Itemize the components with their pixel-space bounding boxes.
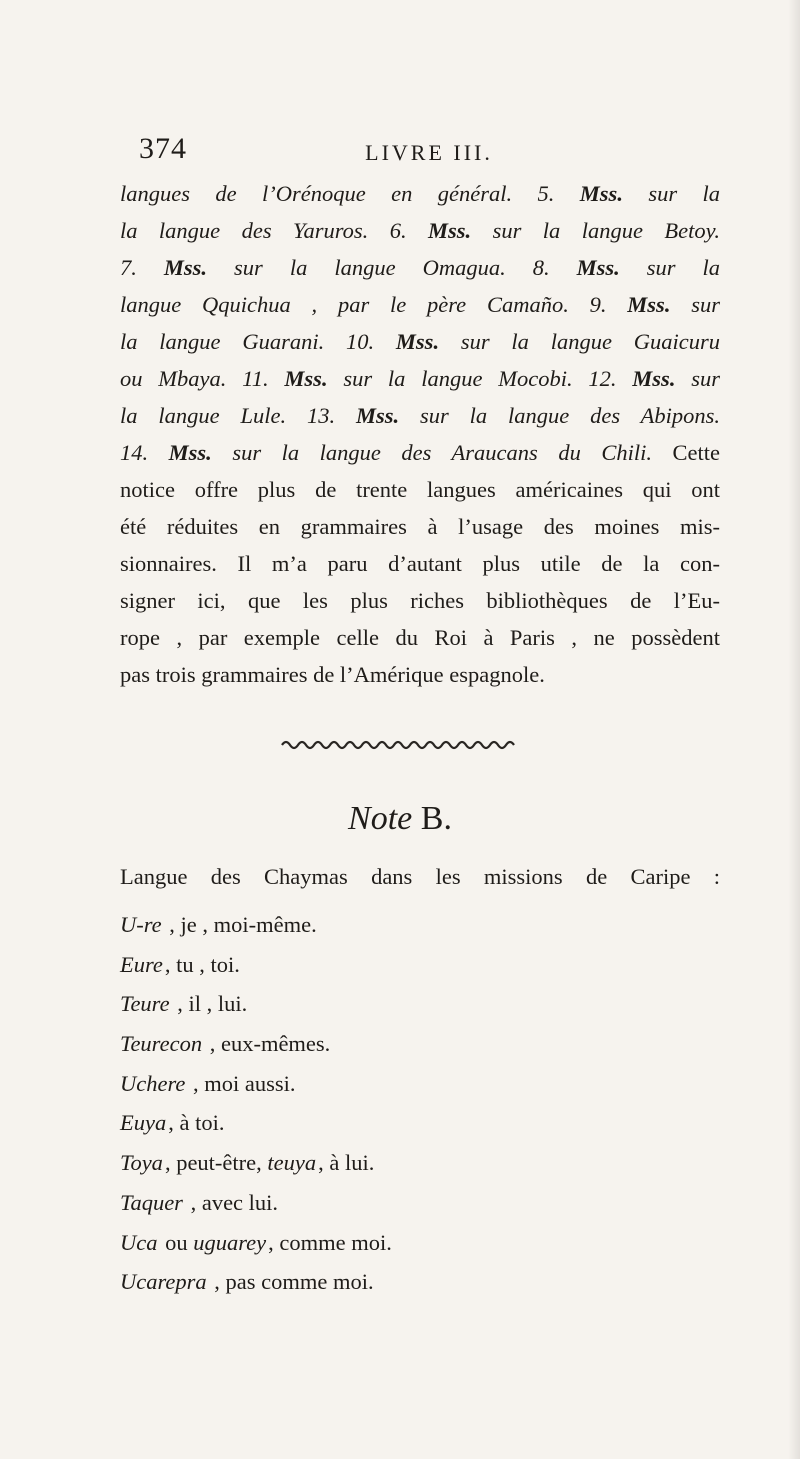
- manuscript-abbrev: Mss.: [632, 366, 676, 391]
- separator: ,: [208, 1269, 226, 1295]
- separator: ,: [268, 1229, 280, 1255]
- text-run: été réduites en grammaires à l’usage des moines mis-: [120, 514, 720, 539]
- chaymas-term: Teure: [120, 991, 170, 1017]
- text-run: sur: [670, 292, 721, 317]
- manuscript-abbrev: Mss.: [627, 292, 671, 317]
- text-run: rope , par exemple celle du Roi à Paris , ne possèdent: [120, 625, 720, 650]
- text-run: notice offre plus de trente langues américaines qui ont: [120, 477, 720, 502]
- manuscript-abbrev: Mss.: [356, 403, 400, 428]
- chaymas-term: Teurecon: [120, 1031, 203, 1057]
- text-line: [120, 286, 720, 323]
- chaymas-term: Taquer: [120, 1189, 183, 1215]
- french-gloss: comme moi.: [279, 1229, 392, 1255]
- separator: ,: [204, 1031, 221, 1057]
- text-run: sur la langue Mocobi. 12.: [327, 366, 633, 391]
- text-run: sur: [675, 366, 721, 391]
- manuscript-abbrev: Mss.: [284, 366, 328, 391]
- page-number: 374: [139, 132, 187, 165]
- text-line: [120, 175, 720, 212]
- vocabulary-entry: [120, 1262, 680, 1302]
- note-heading: [0, 800, 800, 838]
- separator: ,: [184, 1189, 202, 1215]
- vocabulary-entry: [120, 1143, 680, 1183]
- chaymas-term: Uca: [120, 1229, 158, 1255]
- text-line: [120, 656, 720, 693]
- text-run: sur la langue Betoy.: [471, 218, 720, 243]
- text-line: [120, 582, 720, 619]
- main-paragraph: [120, 175, 720, 693]
- separator: ,: [163, 912, 181, 937]
- text-run: la langue des Yaruros. 6.: [120, 218, 429, 243]
- french-gloss: pas comme moi.: [225, 1269, 374, 1295]
- french-gloss: à lui.: [329, 1150, 375, 1176]
- text-run: la langue Lule. 13.: [120, 403, 356, 428]
- vocabulary-list: [120, 905, 680, 1302]
- vocabulary-entry: [120, 1223, 680, 1263]
- separator: ,: [164, 1150, 177, 1176]
- vocabulary-entry: [120, 1064, 680, 1104]
- french-gloss: tu , toi.: [176, 951, 240, 977]
- chaymas-term: Uchere: [120, 1070, 186, 1096]
- separator: ,: [318, 1150, 330, 1176]
- manuscript-abbrev: Mss.: [395, 329, 440, 354]
- text-run: sur la langue Guaicuru: [439, 329, 720, 354]
- text-run: langue Qquichua , par le père Camaño. 9.: [120, 292, 628, 317]
- text-line: [120, 434, 720, 471]
- chaymas-term: Eure: [120, 951, 163, 977]
- text-line: [120, 360, 720, 397]
- note-heading-letter: B.: [420, 800, 452, 837]
- french-gloss: moi aussi.: [204, 1070, 296, 1096]
- wavy-divider-icon: [280, 739, 520, 751]
- text-line: [120, 471, 720, 508]
- vocabulary-entry: [120, 984, 680, 1024]
- running-head: LIVRE III.: [365, 140, 493, 165]
- chaymas-term: Ucarepra: [120, 1269, 207, 1295]
- text-line: [120, 323, 720, 360]
- french-gloss: il , lui.: [188, 991, 248, 1017]
- text-line: [120, 619, 720, 656]
- page-header: [139, 132, 719, 176]
- manuscript-abbrev: Mss.: [163, 255, 208, 280]
- text-line: [120, 508, 720, 545]
- french-gloss: à toi.: [179, 1110, 225, 1136]
- chaymas-term: teuya: [267, 1150, 317, 1176]
- text-run: signer ici, que les plus riches bibliothèques de l’Eu-: [120, 588, 720, 613]
- note-heading-label: Note: [348, 800, 413, 837]
- text-run: la langue Guarani. 10.: [120, 329, 396, 354]
- chaymas-term: Toya: [120, 1150, 163, 1176]
- text-line: [120, 545, 720, 582]
- text-line: [120, 397, 720, 434]
- manuscript-abbrev: Mss.: [428, 218, 472, 243]
- separator: ou: [159, 1229, 194, 1255]
- text-run: langues de l’Orénoque en général. 5.: [120, 181, 580, 206]
- vocabulary-entry: [120, 905, 680, 945]
- vocabulary-entry: [120, 1183, 680, 1223]
- vocabulary-entry: [120, 945, 680, 985]
- separator: ,: [171, 991, 189, 1017]
- manuscript-abbrev: Mss.: [576, 255, 620, 280]
- section-ornament: [0, 738, 800, 756]
- text-run: sur la: [622, 181, 721, 206]
- text-run: pas trois grammaires de l’Amérique espagnole.: [120, 662, 545, 687]
- vocabulary-entry: [120, 1024, 680, 1064]
- text-run: 14.: [120, 440, 169, 465]
- manuscript-abbrev: Mss.: [168, 440, 212, 465]
- separator: ,: [187, 1070, 205, 1096]
- text-line: [120, 249, 720, 286]
- chaymas-term: uguarey: [193, 1229, 267, 1255]
- french-gloss: peut-être,: [176, 1150, 268, 1176]
- separator: ,: [164, 951, 177, 977]
- french-gloss: je , moi-même.: [180, 912, 317, 937]
- separator: ,: [168, 1110, 180, 1136]
- text-run: 7.: [120, 255, 164, 280]
- note-intro: Langue des Chaymas dans les missions de Caripe :: [120, 864, 720, 889]
- chaymas-term: Euya: [120, 1110, 167, 1136]
- page-edge-shadow: [788, 0, 800, 1459]
- text-run: ou Mbaya. 11.: [120, 366, 285, 391]
- text-run: sur la: [619, 255, 721, 280]
- manuscript-abbrev: Mss.: [579, 181, 623, 206]
- vocabulary-entry: [120, 1103, 680, 1143]
- french-gloss: eux-mêmes.: [220, 1031, 331, 1057]
- text-run: sur la langue des Araucans du Chili.: [211, 440, 652, 465]
- chaymas-term: U-re: [120, 912, 162, 937]
- text-run: sur la langue Omagua. 8.: [207, 255, 577, 280]
- text-run: sionnaires. Il m’a paru d’autant plus utile de la con-: [120, 551, 720, 576]
- french-gloss: avec lui.: [201, 1189, 279, 1215]
- text-run: sur la langue des Abipons.: [399, 403, 720, 428]
- text-run: Cette: [652, 440, 721, 465]
- text-line: [120, 212, 720, 249]
